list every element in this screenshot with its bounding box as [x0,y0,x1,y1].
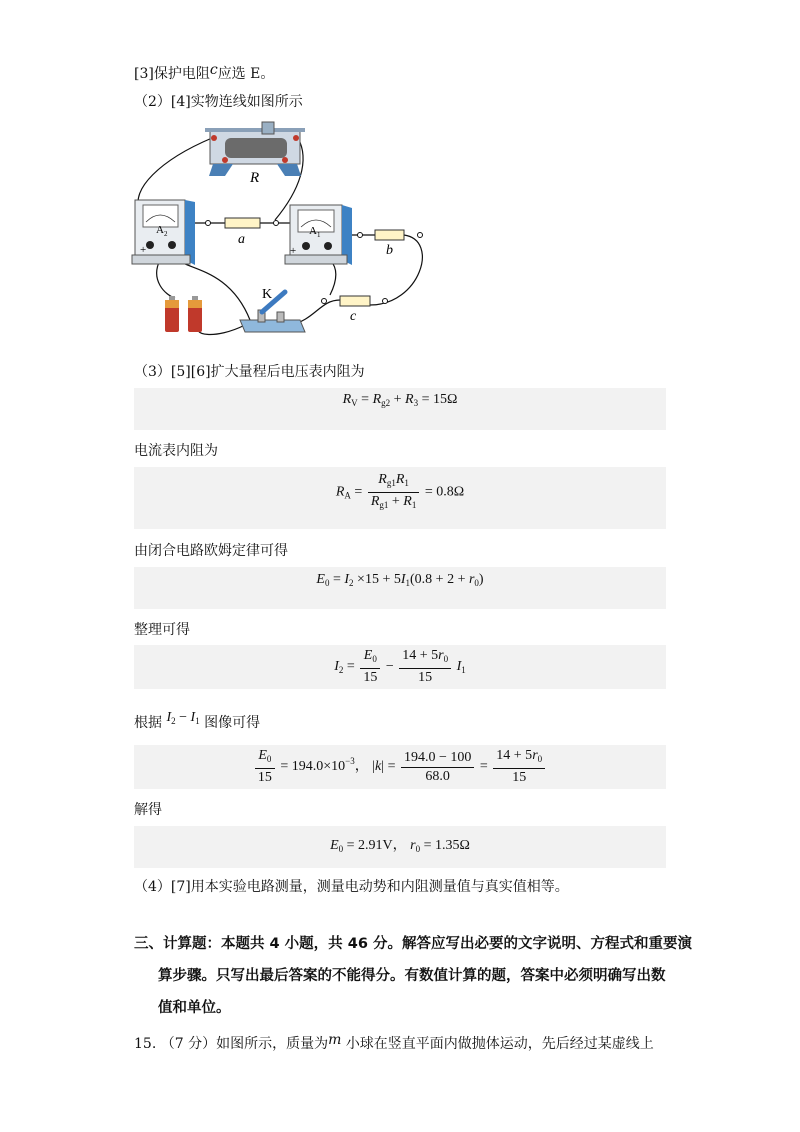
equation-rv: $R_V = R_{g2} + R_3 = 15\Omega$ [342,392,458,408]
equation-box-4 [134,645,666,689]
answer-3-line [134,60,274,84]
graph-line-pre: 根据 [134,715,162,731]
section-3-line-3: 值和单位。 [158,1000,231,1016]
resistor-c-var: c [209,62,218,78]
wire-battery [157,260,175,298]
equation-box-3 [134,567,666,609]
label-b: b [386,243,393,258]
rheostat-R [205,122,305,176]
equation-i2: $I_2$ = $\frac{E_0}{15}$ − $\frac{14 + 5r_0}{15}$ $I_1$ [334,648,466,685]
graph-axes-var: $I_2 - I_1$ [166,710,200,726]
label-A2: $A_2$ [156,224,168,238]
equation-box-2 [134,467,666,529]
circuit-diagram [0,120,800,380]
problem-15-score: （7 分）如图所示，质量为 [160,1036,329,1052]
rearrange-line: 整理可得 [134,622,190,638]
answer-7-line: （4）[7]用本实验电路测量，测量电动势和内阻测量值与真实值相等。 [134,879,569,895]
graph-line-post: 图像可得 [204,715,261,731]
equation-result: $E_0 = 2.91V$， $r_0 = 1.35\Omega$ [330,838,470,854]
label-A1: $A_1$ [309,225,321,239]
label-c: c [350,309,357,324]
answer-3-text: [3]保护电阻 [134,66,210,82]
plus-A2: + [140,244,147,256]
equation-ra: $R_A$ = $\frac{R_{g1}R_1}{R_{g1} + R_1}$ = 0.8Ω [335,472,465,510]
label-K: K [262,287,273,302]
mass-var: m [328,1032,342,1048]
answer-3-tail: 应选 E。 [217,66,275,82]
battery-1 [165,296,179,332]
switch-K [240,292,305,332]
problem-15-rest: 小球在竖直平面内做抛体运动，先后经过某虚线上 [345,1036,654,1052]
battery-2 [188,296,202,332]
equation-slope: $\frac{E_0}{15}$ = $194.0\times 10^{-3}$， |k| = $\frac{194.0 - 100}{68.0}$ = $\frac{14 + 5r_0}{15}$ [134,747,666,787]
ohm-law-line: 由闭合电路欧姆定律可得 [134,543,288,559]
plus-A1: + [290,245,297,257]
equation-box-6 [134,826,666,868]
section-3-line-2: 算步骤。只写出最后答案的不能得分。有数值计算的题，答案中必须明确写出数 [158,968,666,984]
graph-line [134,708,260,733]
problem-15-number: 15. [134,1036,157,1052]
problem-15-line [134,1030,654,1054]
wire-b-to-c [370,235,422,305]
solve-line: 解得 [134,802,162,818]
label-R: R [250,170,260,186]
wire-rheostat-left [138,138,212,210]
current-meter-line: 电流表内阻为 [134,443,218,459]
label-a: a [238,232,245,247]
wire-a1-plus [330,260,336,295]
equation-e0: $E_0 = I_2 \times 15 + 5I_1(0.8 + 2 + r_0)$ [316,572,484,588]
resistor-b [375,230,404,240]
answer-4-line: （2）[4]实物连线如图所示 [134,94,303,110]
equation-box-1 [134,388,666,430]
resistor-c [340,296,370,306]
section-3-line-1: 三、计算题：本题共 4 小题，共 46 分。解答应写出必要的文字说明、方程式和重要演 [134,936,692,952]
resistor-a [225,218,260,228]
equation-box-5 [134,745,666,789]
answer-5-line: （3）[5][6]扩大量程后电压表内阻为 [134,364,365,380]
wire-switch-battery [198,325,245,334]
